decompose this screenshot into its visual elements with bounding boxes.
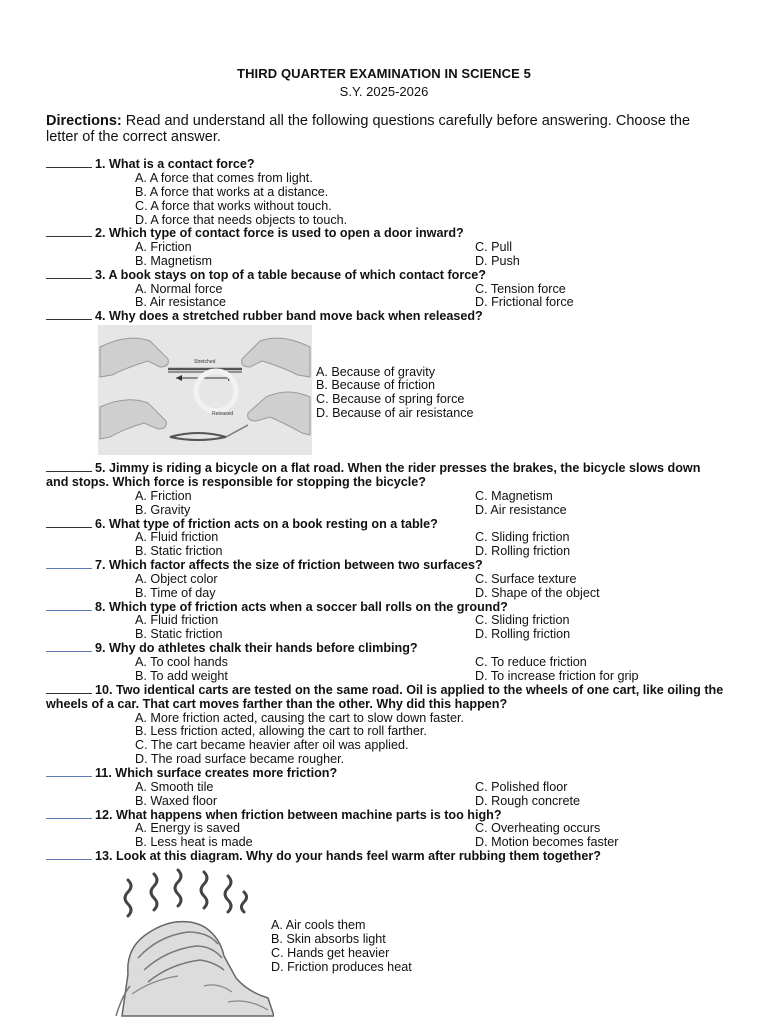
directions-label: Directions: <box>46 113 122 129</box>
question-4 <box>46 309 726 323</box>
option: A. Friction <box>135 240 192 254</box>
option: B. Less heat is made <box>135 835 253 849</box>
question-11 <box>46 766 726 780</box>
option: D. The road surface became rougher. <box>135 752 345 766</box>
option: D. A force that needs objects to touch. <box>135 213 348 227</box>
option: B. Magnetism <box>135 254 212 268</box>
question-text: 7. Which factor affects the size of friction between two surfaces? <box>95 558 483 572</box>
option: D. Push <box>475 254 520 268</box>
question-6 <box>46 517 726 531</box>
option: A. Air cools them <box>271 918 366 932</box>
answer-blank[interactable] <box>46 641 92 652</box>
question-text: 4. Why does a stretched rubber band move back when released? <box>95 309 483 323</box>
question-10 <box>46 683 726 711</box>
answer-blank[interactable] <box>46 309 92 320</box>
question-text: 13. Look at this diagram. Why do your hands feel warm after rubbing them together? <box>95 849 601 863</box>
option: A. Fluid friction <box>135 613 219 627</box>
question-text: 9. Why do athletes chalk their hands before climbing? <box>95 641 418 655</box>
question-7 <box>46 558 726 572</box>
option: A. Normal force <box>135 282 223 296</box>
answer-blank[interactable] <box>46 849 92 860</box>
answer-blank[interactable] <box>46 226 92 237</box>
question-text: 10. Two identical carts are tested on the same road. Oil is applied to the wheels of one cart, like oiling the wheels of a car. That cart moves farther than the other. Why did this happen? <box>46 683 724 711</box>
answer-blank[interactable] <box>46 808 92 819</box>
option: C. Pull <box>475 240 513 254</box>
option: B. Static friction <box>135 627 223 641</box>
answer-blank[interactable] <box>46 766 92 777</box>
option: B. Waxed floor <box>135 794 218 808</box>
option: B. To add weight <box>135 669 228 683</box>
option: C. Sliding friction <box>475 613 570 627</box>
option: C. Because of spring force <box>316 392 465 406</box>
school-year: S.Y. 2025-2026 <box>339 84 429 99</box>
question-1 <box>46 157 726 171</box>
option: C. Overheating occurs <box>475 821 601 835</box>
option: C. A force that works without touch. <box>135 199 332 213</box>
option: D. Motion becomes faster <box>475 835 619 849</box>
question-2 <box>46 226 726 240</box>
option: D. Rough concrete <box>475 794 581 808</box>
question-text: 11. Which surface creates more friction? <box>95 766 338 780</box>
rubber-band-image <box>98 325 312 455</box>
question-13 <box>46 849 726 863</box>
rubber-band-illustration <box>98 325 312 455</box>
question-text: 5. Jimmy is riding a bicycle on a flat road. When the rider presses the brakes, the bicycle slows down and stops. Which force is responsible for stopping the bicycle? <box>46 461 701 489</box>
option: A. Smooth tile <box>135 780 214 794</box>
option: C. Magnetism <box>475 489 553 503</box>
answer-blank[interactable] <box>46 683 92 694</box>
question-9 <box>46 641 726 655</box>
question-text: 3. A book stays on top of a table because of which contact force? <box>95 268 486 282</box>
directions <box>46 113 726 145</box>
option: A. Object color <box>135 572 218 586</box>
rubbing-hands-illustration <box>108 866 274 1018</box>
question-text: 6. What type of friction acts on a book resting on a table? <box>95 517 438 531</box>
question-text: 2. Which type of contact force is used to open a door inward? <box>95 226 464 240</box>
label-released: Released <box>212 411 234 417</box>
option: A. Because of gravity <box>316 365 436 379</box>
option: C. Tension force <box>475 282 566 296</box>
option: A. More friction acted, causing the cart to slow down faster. <box>135 711 464 725</box>
option: B. Static friction <box>135 544 223 558</box>
option: A. A force that comes from light. <box>135 171 313 185</box>
option: A. Friction <box>135 489 192 503</box>
option: C. Hands get heavier <box>271 946 390 960</box>
option: B. Less friction acted, allowing the cart to roll farther. <box>135 724 427 738</box>
option: D. Shape of the object <box>475 586 600 600</box>
option: A. Fluid friction <box>135 530 219 544</box>
option: D. Friction produces heat <box>271 960 412 974</box>
question-8 <box>46 600 726 614</box>
option: D. To increase friction for grip <box>475 669 639 683</box>
label-stretched: Stretched <box>194 359 216 365</box>
answer-blank[interactable] <box>46 268 92 279</box>
option: B. A force that works at a distance. <box>135 185 329 199</box>
option: A. Energy is saved <box>135 821 240 835</box>
option: B. Time of day <box>135 586 216 600</box>
option: B. Skin absorbs light <box>271 932 386 946</box>
option: A. To cool hands <box>135 655 228 669</box>
option: D. Frictional force <box>475 295 574 309</box>
option: D. Air resistance <box>475 503 567 517</box>
answer-blank[interactable] <box>46 461 92 472</box>
answer-blank[interactable] <box>46 600 92 611</box>
option: C. Surface texture <box>475 572 577 586</box>
answer-blank[interactable] <box>46 517 92 528</box>
option: C. Polished floor <box>475 780 568 794</box>
answer-blank[interactable] <box>46 558 92 569</box>
option: B. Air resistance <box>135 295 226 309</box>
answer-blank[interactable] <box>46 157 92 168</box>
exam-title: THIRD QUARTER EXAMINATION IN SCIENCE 5 <box>237 66 531 81</box>
question-12 <box>46 808 726 822</box>
question-text: 8. Which type of friction acts when a soccer ball rolls on the ground? <box>95 600 508 614</box>
option: C. Sliding friction <box>475 530 570 544</box>
directions-text: Read and understand all the following questions carefully before answering. Choose the letter of the correct answer. <box>46 113 691 145</box>
question-text: 1. What is a contact force? <box>95 157 255 171</box>
option: D. Because of air resistance <box>316 406 474 420</box>
rubbing-hands-image <box>108 866 274 1018</box>
option: C. The cart became heavier after oil was applied. <box>135 738 409 752</box>
option: B. Gravity <box>135 503 191 517</box>
option: B. Because of friction <box>316 378 436 392</box>
question-5 <box>46 461 726 489</box>
question-text: 12. What happens when friction between machine parts is too high? <box>95 808 502 822</box>
option: D. Rolling friction <box>475 544 571 558</box>
option: D. Rolling friction <box>475 627 571 641</box>
option: C. To reduce friction <box>475 655 587 669</box>
question-3 <box>46 268 726 282</box>
